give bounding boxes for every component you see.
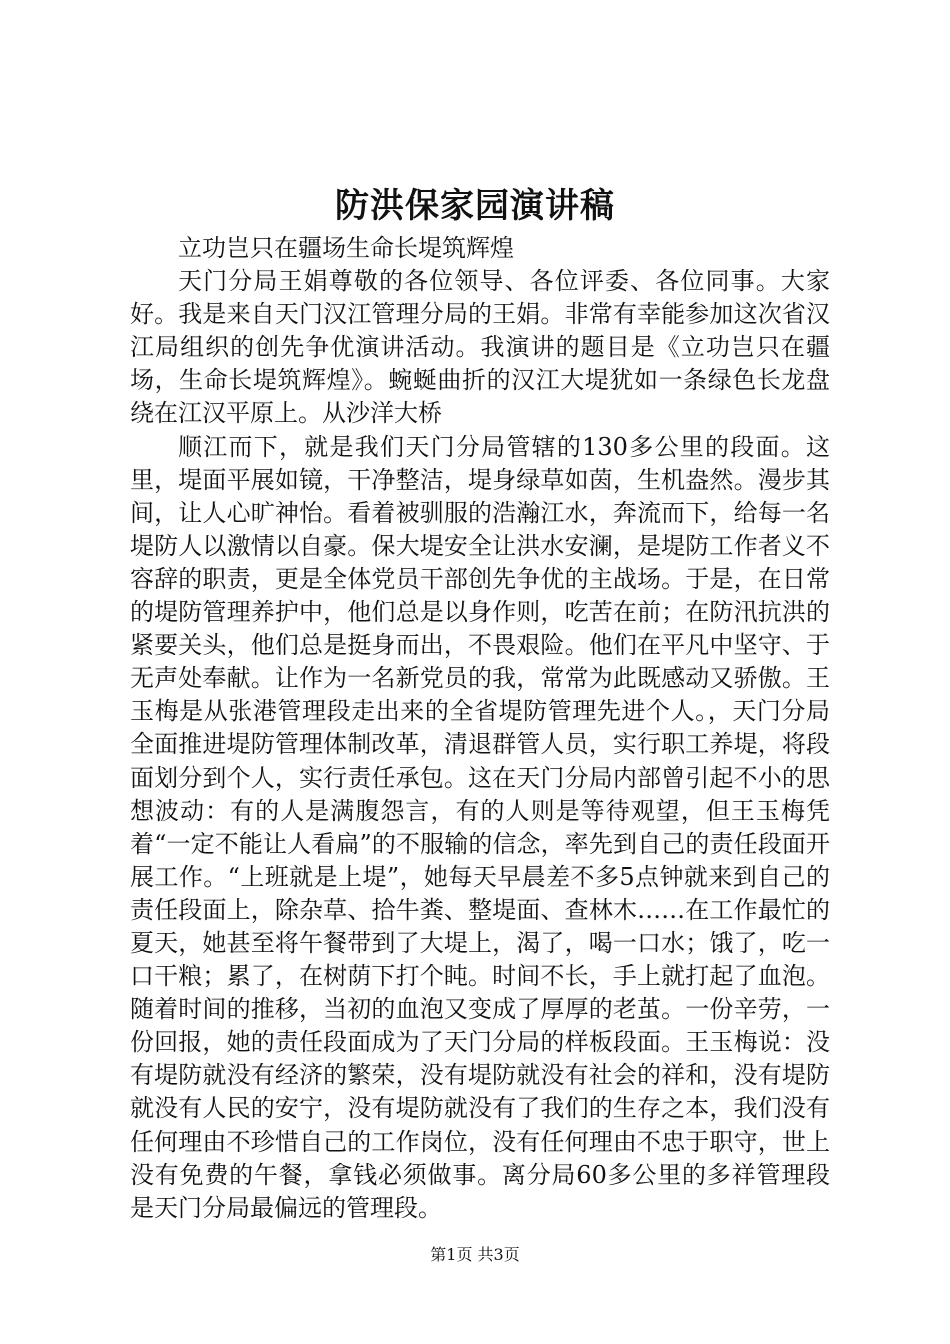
document-title: 防洪保家园演讲稿 bbox=[335, 186, 615, 226]
subtitle-paragraph: 立功岂只在疆场生命长堤筑辉煌 bbox=[178, 234, 514, 262]
page-footer: 第1页 共3页 bbox=[430, 1245, 520, 1264]
document-body bbox=[130, 232, 830, 1225]
body-paragraph: 天门分局王娟尊敬的各位领导、各位评委、各位同事。大家好。我是来自天门汉江管理分局的王娟。非常有幸能参加这次省汉江局组织的创先争优演讲活动。我演讲的题目是《立功岂只在疆场，生命长堤筑辉煌》。蜿蜒曲折的汉江大堤犹如一条绿色长龙盘绕在江汉平原上。从沙洋大桥 bbox=[130, 267, 830, 428]
body-paragraph: 顺江而下，就是我们天门分局管辖的130多公里的段面。这里，堤面平展如镜，干净整洁，堤身绿草如茵，生机盎然。漫步其间，让人心旷神怡。看着被驯服的浩瀚江水，奔流而下，给每一名堤防人以激情以自豪。保大堤安全让洪水安澜，是堤防工作者义不容辞的职责，更是全体党员干部创先争优的主战场。于是，在日常的堤防管理养护中，他们总是以身作则，吃苦在前；在防汛抗洪的紧要关头，他们总是挺身而出，不畏艰险。他们在平凡中坚守、于无声处奉献。让作为一名新党员的我，常常为此既感动又骄傲。王玉梅是从张港管理段走出来的全省堤防管理先进个人。，天门分局全面推进堤防管理体制改革，清退群管人员，实行职工养堤，将段面划分到个人，实行责任承包。这在天门分局内部曾引起不小的思想波动：有的人是满腹怨言，有的人则是等待观望，但王玉梅凭着“一定不能让人看扁”的不服输的信念，率先到自己的责任段面开展工作。“上班就是上堤”，她每天早晨差不多5点钟就来到自己的责任段面上，除杂草、拾牛粪、整堤面、查林木……在工作最忙的夏天，她甚至将午餐带到了大堤上，渴了，喝一口水；饿了，吃一口干粮；累了，在树荫下打个盹。时间不长，手上就打起了血泡。随着时间的推移，当初的血泡又变成了厚厚的老茧。一份辛劳，一份回报，她的责任段面成为了天门分局的样板段面。王玉梅说：没有堤防就没有经济的繁荣，没有堤防就没有社会的祥和，没有堤防就没有人民的安宁，没有堤防就没有了我们的生存之本，我们没有任何理由不珍惜自己的工作岗位，没有任何理由不忠于职守，世上没有免费的午餐，拿钱必须做事。离分局60多公里的多祥管理段是天门分局最偏远的管理段。 bbox=[130, 432, 830, 1222]
